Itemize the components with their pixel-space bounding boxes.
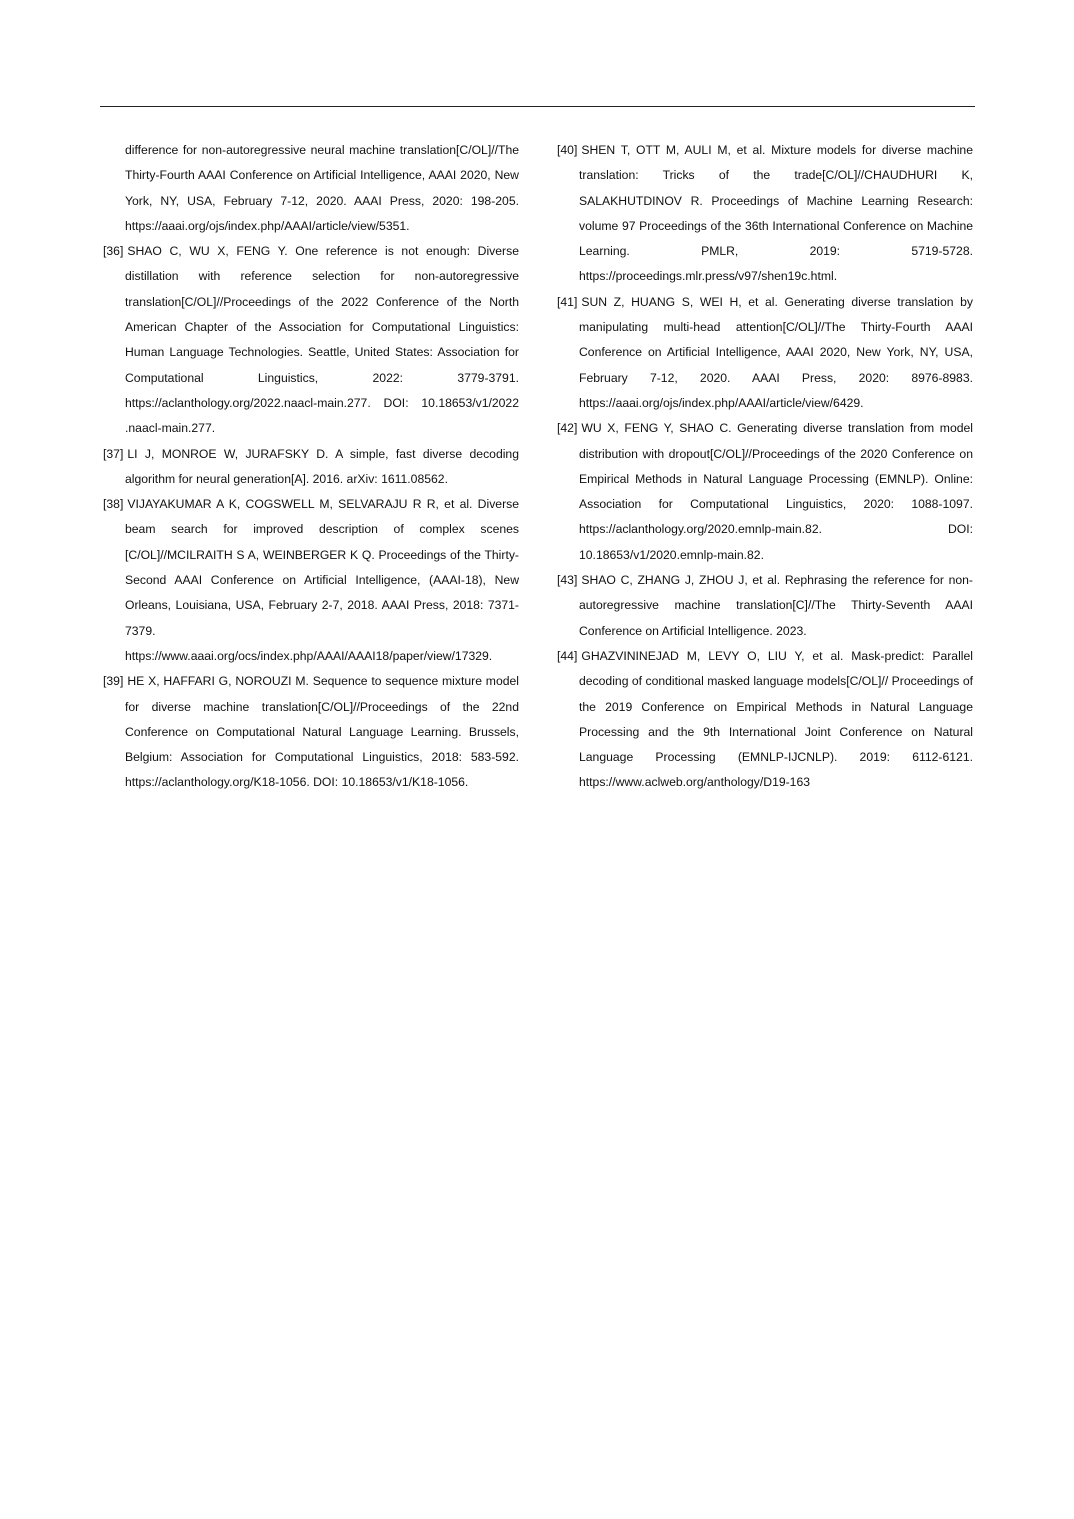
- reference-41: [557, 290, 973, 416]
- header-rule: [100, 106, 975, 107]
- reference-43: [557, 568, 973, 644]
- references-left-column: [103, 138, 519, 796]
- reference-text: HE X, HAFFARI G, NOROUZI M. Sequence to sequence mixture model for diverse machine translation[C/OL]//Proceedings of the 22nd Conference on Computational Natural Language Learning. Brussels, Belgium: Association for Computational Linguistics, 2018: 583-592. https://aclanthology.org/K18-1056. DOI: 10.18653/v1/K18-1056.: [125, 674, 519, 790]
- reference-text: SUN Z, HUANG S, WEI H, et al. Generating diverse translation by manipulating multi-head attention[C/OL]//The Thirty-Fourth AAAI Conference on Artificial Intelligence, AAAI 2020, New York, NY, USA, February 7-12, 2020. AAAI Press, 2020: 8976-8983. https://aaai.org/ojs/index.php/AAAI/article/view/6429.: [579, 294, 973, 410]
- reference-number: [41]: [557, 294, 578, 309]
- reference-number: [42]: [557, 421, 578, 436]
- reference-number: [36]: [103, 244, 124, 259]
- reference-text: LI J, MONROE W, JURAFSKY D. A simple, fast diverse decoding algorithm for neural generation[A]. 2016. arXiv: 1611.08562.: [125, 446, 519, 486]
- reference-text: difference for non-autoregressive neural machine translation[C/OL]//The Thirty-Fourth AAAI Conference on Artificial Intelligence, AAAI 2020, New York, NY, USA, February 7-12, 2020. AAAI Press, 2020: 198-205. https://aaai.org/ojs/index.php/AAAI/article/view/5351.: [125, 143, 519, 233]
- reference-number: [40]: [557, 143, 578, 157]
- reference-text: WU X, FENG Y, SHAO C. Generating diverse translation from model distribution with dropout[C/OL]//Proceedings of the 2020 Conference on Empirical Methods in Natural Language Processing (EMNLP). Online: Association for Computational Linguistics, 2020: 1088-1097. https://aclanthology.org/2020.emnlp-main.82. DOI: 10.18653/v1/2020.emnlp-main.82.: [579, 421, 973, 562]
- reference-number: [44]: [557, 648, 578, 663]
- reference-38: [103, 492, 519, 669]
- reference-number: [37]: [103, 446, 124, 461]
- references-right-column: [557, 138, 973, 796]
- reference-37: [103, 442, 519, 493]
- reference-text: GHAZVININEJAD M, LEVY O, LIU Y, et al. Mask-predict: Parallel decoding of conditional masked language models[C/OL]// Proceedings of the 2019 Conference on Empirical Methods in Natural Language Processing and the 9th International Joint Conference on Natural Language Processing (EMNLP-IJCNLP). 2019: 6112-6121. https://www.aclweb.org/anthology/D19-163: [579, 648, 973, 790]
- reference-text: SHAO C, ZHANG J, ZHOU J, et al. Rephrasing the reference for non-autoregressive machine translation[C]//The Thirty-Seventh AAAI Conference on Artificial Intelligence. 2023.: [579, 573, 973, 638]
- reference-text: SHEN T, OTT M, AULI M, et al. Mixture models for diverse machine translation: Tricks of the trade[C/OL]//CHAUDHURI K, SALAKHUTDINOV R. Proceedings of Machine Learning Research: volume 97 Proceedings of the 36th International Conference on Machine Learning. PMLR, 2019: 5719-5728. https://proceedings.mlr.press/v97/shen19c.html.: [579, 143, 973, 284]
- reference-36: [103, 239, 519, 441]
- reference-44: [557, 644, 973, 796]
- reference-text: SHAO C, WU X, FENG Y. One reference is not enough: Diverse distillation with reference selection for non-autoregressive translation[C/OL]//Proceedings of the 2022 Conference of the North American Chapter of the Association for Computational Linguistics: Human Language Technologies. Seattle, United States: Association for Computational Linguistics, 2022: 3779-3791. https://aclanthology.org/2022.naacl-main.277. DOI: 10.18653/v1/2022 .naacl-main.277.: [125, 244, 519, 436]
- reference-number: [39]: [103, 674, 124, 689]
- reference-number: [43]: [557, 573, 578, 588]
- reference-number: [38]: [103, 497, 124, 512]
- reference-40: [557, 138, 973, 290]
- reference-39: [103, 669, 519, 795]
- reference-35-continuation: [103, 138, 519, 239]
- reference-42: [557, 416, 973, 568]
- reference-text: VIJAYAKUMAR A K, COGSWELL M, SELVARAJU R R, et al. Diverse beam search for improved description of complex scenes [C/OL]//MCILRAITH S A, WEINBERGER K Q. Proceedings of the Thirty-Second AAAI Conference on Artificial Intelligence, (AAAI-18), New Orleans, Louisiana, USA, February 2-7, 2018. AAAI Press, 2018: 7371-7379. https://www.aaai.org/ocs/index.php/AAAI/AAAI18/paper/view/17329.: [125, 497, 519, 663]
